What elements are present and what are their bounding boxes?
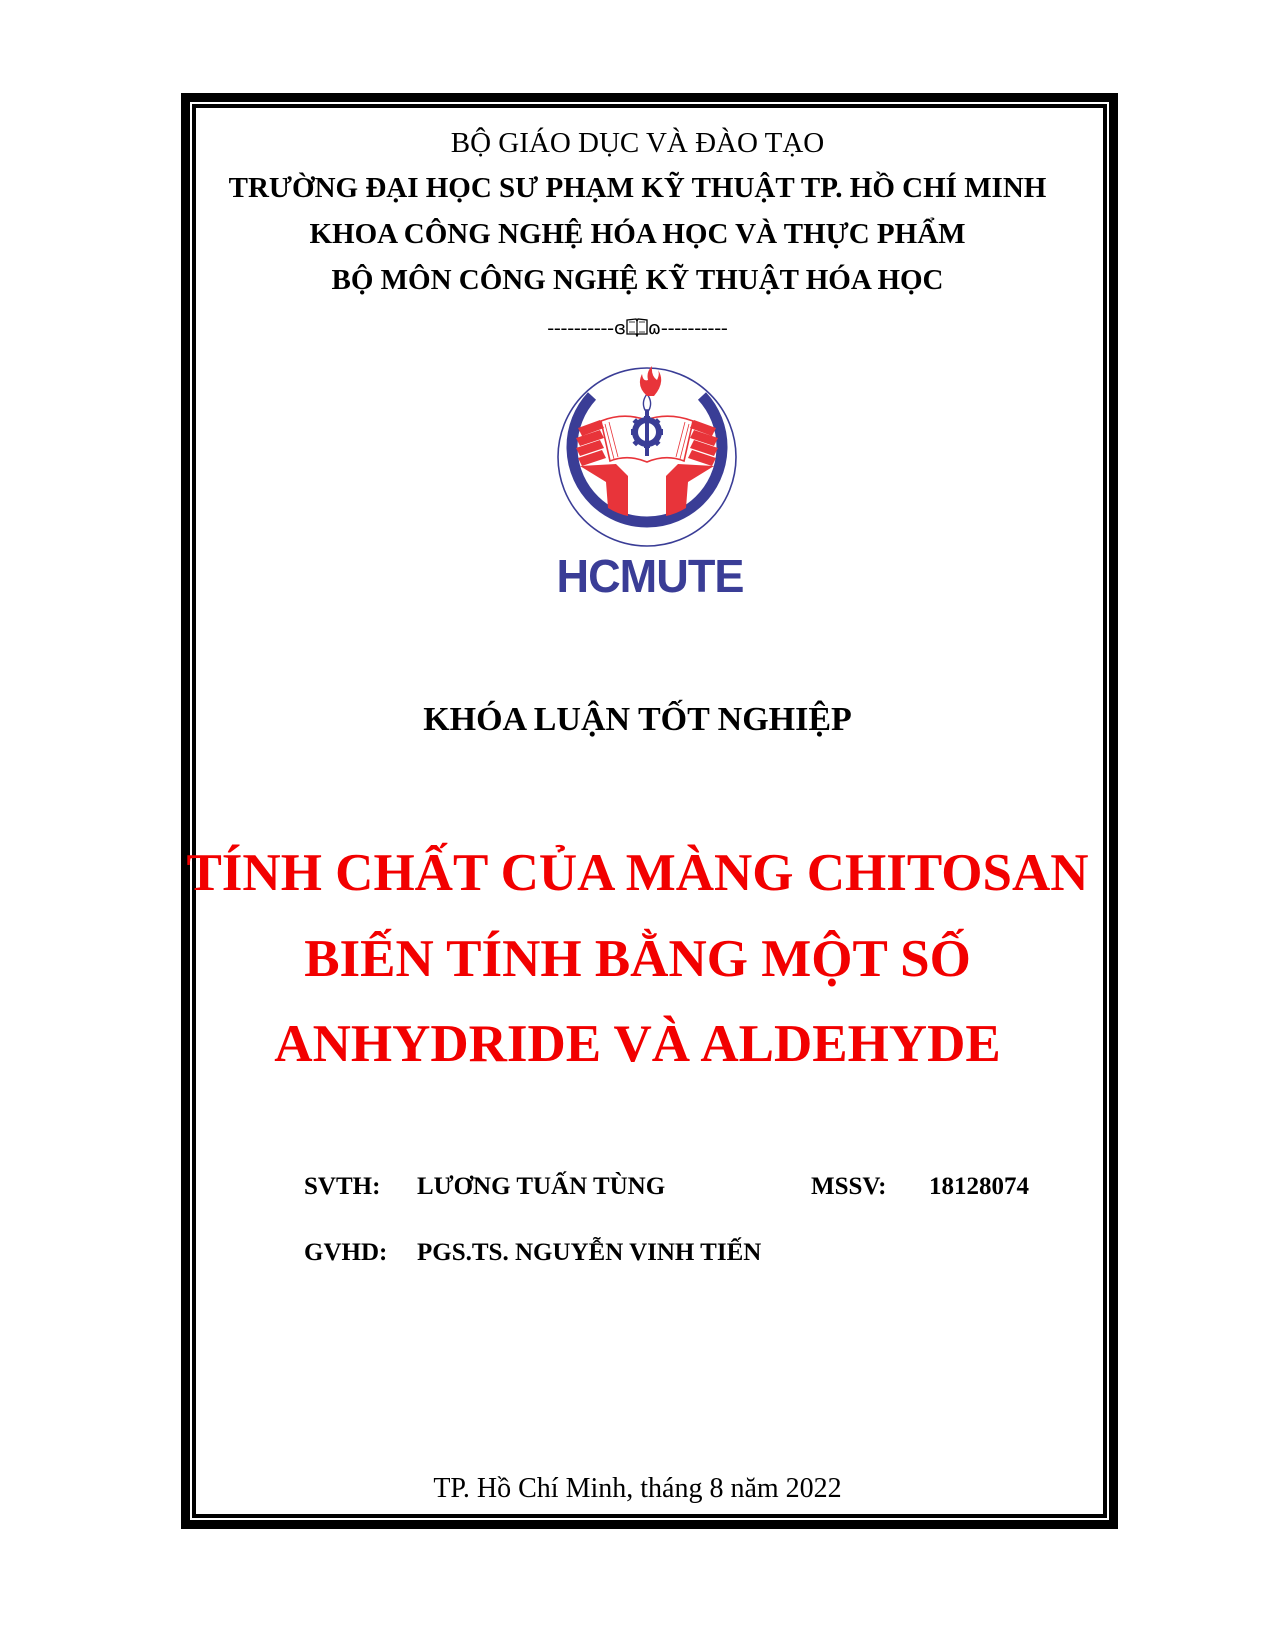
thesis-title-line-1: TÍNH CHẤT CỦA MÀNG CHITOSAN [186,844,1089,902]
scroll-ornament-right-icon: ɷ [647,318,662,339]
divider-dashes-right: ---------- [661,317,728,339]
advisor-name: PGS.TS. NGUYỄN VINH TIẾN [417,1239,762,1266]
department-name: BỘ MÔN CÔNG NGHỆ KỸ THUẬT HÓA HỌC [331,264,944,296]
place-and-date: TP. Hồ Chí Minh, tháng 8 năm 2022 [433,1473,842,1504]
student-label: SVTH: [304,1173,381,1200]
student-name: LƯƠNG TUẤN TÙNG [417,1173,666,1200]
university-name: TRƯỜNG ĐẠI HỌC SƯ PHẠM KỸ THUẬT TP. HỒ CHÍ MINH [228,172,1047,204]
advisor-label: GVHD: [304,1239,388,1266]
faculty-name: KHOA CÔNG NGHỆ HÓA HỌC VÀ THỰC PHẨM [309,218,966,250]
header-divider [0,316,1275,343]
thesis-title-line-2: BIẾN TÍNH BẰNG MỘT SỐ [304,930,971,988]
divider-dashes-left: ---------- [547,317,614,339]
thesis-title-line-3: ANHYDRIDE VÀ ALDEHYDE [274,1015,1001,1073]
ministry-name: BỘ GIÁO DỤC VÀ ĐÀO TẠO [450,127,825,159]
student-id: 18128074 [929,1173,1029,1200]
hcmute-logo-emblem [556,366,738,548]
open-book-icon [626,317,648,343]
scroll-ornament-left-icon: ɞ [613,318,626,339]
hcmute-logo-text: HCMUTE [556,550,744,602]
student-id-label: MSSV: [811,1173,887,1200]
thesis-type: KHÓA LUẬN TỐT NGHIỆP [423,701,852,738]
